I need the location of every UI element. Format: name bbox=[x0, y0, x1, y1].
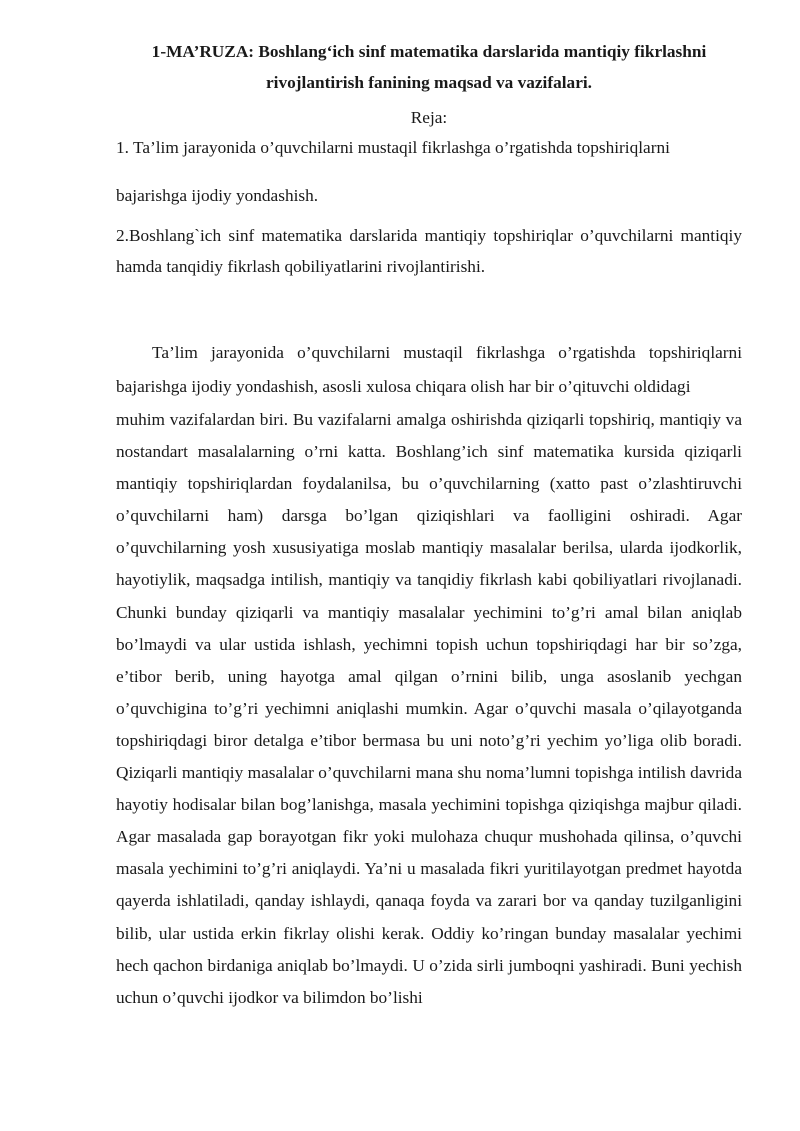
document-page bbox=[116, 36, 742, 1014]
body-paragraph-lead: Ta’lim jarayonida o’quvchilarni mustaqil fikrlashga o’rgatishda topshiriqlarni bajarishga ijodiy yondashish, asosli xulosa chiqara olish har bir o’qituvchi oldidagi bbox=[116, 343, 742, 396]
lecture-title: 1-MA’RUZA: Boshlang‘ich sinf matematika darslarida mantiqiy fikrlashni rivojlantirish fanining maqsad va vazifalari. bbox=[151, 42, 707, 92]
plan-heading: Reja: bbox=[410, 108, 448, 127]
plan-item-1: 1. Ta’lim jarayonida o’quvchilarni mustaqil fikrlashga o’rgatishda topshiriqlarni bajarishga ijodiy yondashish. bbox=[116, 138, 670, 205]
body-paragraph: muhim vazifalardan biri. Bu vazifalarni amalga oshirishda qiziqarli topshiriq, mantiqiy va nostandart masalalarning o’rni katta. Boshlang’ich sinf matematika kursida qiziqarli mantiqiy topshiriqlardan foydalanilsa, bu o’quvchilarning (xatto past o’zlashtiruvchi o’quvchilarni ham) darsga bo’lgan qiziqishlari va faolligini oshiradi. Agar o’quvchilarning yosh xususiyatiga moslab mantiqiy masalalar berilsa, ularda ijodkorlik, hayotiylik, maqsadga intilish, mantiqiy va tanqidiy fikrlash kabi qobiliyatlari rivojlanadi. Chunki bunday qiziqarli va mantiqiy masalalar yechimini to’g’ri amal bilan aniqlab bo’lmaydi va ular ustida ishlash, yechimni topish uchun topshiriqdagi har bir so’zga, e’tibor berib, uning hayotga amal qilgan o’rnini bilib, unga asoslanib yechgan o’quvchigina to’g’ri yechimni aniqlashi mumkin. Agar o’quvchi masala o’qilayotganda topshiriqdagi biror detalga e’tibor bermasa bu uni noto’g’ri yechim yo’liga olib boradi. Qiziqarli mantiqiy masalalar o’quvchilarni mana shu noma’lumni topishga intilish davrida hayotiy hodisalar bilan bog’lanishga, masala yechimini topishga qiziqishga majbur qiladi. Agar masalada gap borayotgan fikr yoki mulohaza chuqur mushohada qilinsa, o’quvchi masala yechimini to’g’ri aniqlaydi. Ya’ni u masalada fikri yuritilayotgan predmet hayotda qayerda ishlatiladi, qanday ishlaydi, qanaqa foyda va zarari bor va qanday tuzilganligini bilib, ular ustida erkin fikrlay olishi kerak. Oddiy ko’ringan bunday masalalar yechimi hech qachon birdaniga aniqlab bo’lmaydi. U o’zida sirli jumboqni yashiradi. Buni yechish uchun o’quvchi ijodkor va bilimdon bo’lishi bbox=[116, 410, 742, 1007]
plan-item-2: 2.Boshlang`ich sinf matematika darslarida mantiqiy topshiriqlar o’quvchilarni mantiqiy hamda tanqidiy fikrlash qobiliyatlarini rivojlantirishi. bbox=[116, 226, 742, 276]
